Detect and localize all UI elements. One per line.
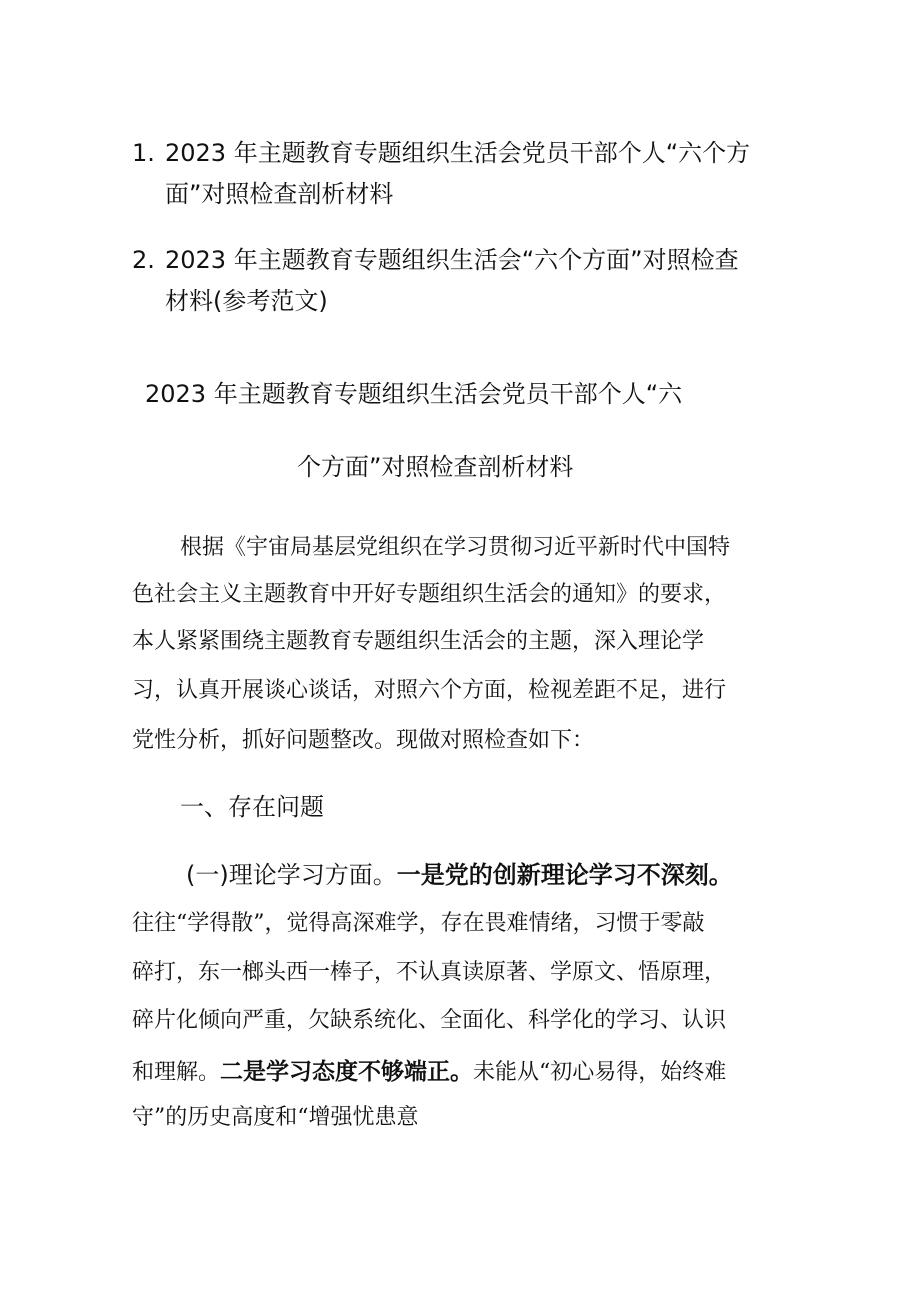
- subsection-body-line: 碎片化倾向严重，欠缺系统化、全面化、科学化的学习、认识: [132, 1008, 727, 1033]
- subsection-body-text: 未能从“初心易得，始终难: [473, 1060, 727, 1085]
- toc-item-number: 2.: [132, 246, 155, 274]
- intro-paragraph-line: 本人紧紧围绕主题教育专题组织生活会的主题，深入理论学: [132, 629, 705, 654]
- subsection-point-2: 二是学习态度不够端正。: [220, 1059, 474, 1085]
- subsection-body-line: 往往“学得散”，觉得高深难学，存在畏难情绪，习惯于零敲: [132, 911, 705, 936]
- subsection-heading-line: [186, 857, 733, 893]
- toc-item-title-line-1: 2023 年主题教育专题组织生活会党员干部个人“六个方: [165, 139, 751, 167]
- intro-paragraph-line: 色社会主义主题教育中开好专题组织生活会的通知》的要求，: [132, 582, 727, 607]
- intro-paragraph-line: 党性分析，抓好问题整改。现做对照检查如下：: [132, 728, 595, 753]
- intro-paragraph-line: 习，认真开展谈心谈话，对照六个方面，检视差距不足，进行: [132, 678, 727, 703]
- subsection-body-line: 守”的历史高度和“增强忧患意: [132, 1105, 419, 1130]
- toc-item-title-line-1: 2023 年主题教育专题组织生活会“六个方面”对照检查: [165, 246, 739, 274]
- intro-paragraph-line: 根据《宇宙局基层党组织在学习贯彻习近平新时代中国特: [180, 535, 731, 560]
- toc-item-number: 1.: [132, 139, 155, 167]
- toc-item-title-line-2: 材料(参考范文): [165, 287, 328, 315]
- document-title-line-1: 2023 年主题教育专题组织生活会党员干部个人“六: [145, 380, 683, 408]
- document-title-line-2: 个方面”对照检查剖析材料: [297, 453, 574, 481]
- subsection-label: (一)理论学习方面。: [186, 861, 397, 889]
- subsection-body-line: 碎打，东一榔头西一棒子，不认真读原著、学原文、悟原理，: [132, 960, 727, 985]
- subsection-body-line: [132, 1053, 726, 1086]
- subsection-point-1: 一是党的创新理论学习不深刻。: [396, 861, 733, 889]
- toc-item-title-line-2: 面”对照检查剖析材料: [165, 180, 394, 208]
- subsection-body-text: 和理解。: [132, 1060, 221, 1085]
- section-heading: 一、存在问题: [180, 793, 324, 821]
